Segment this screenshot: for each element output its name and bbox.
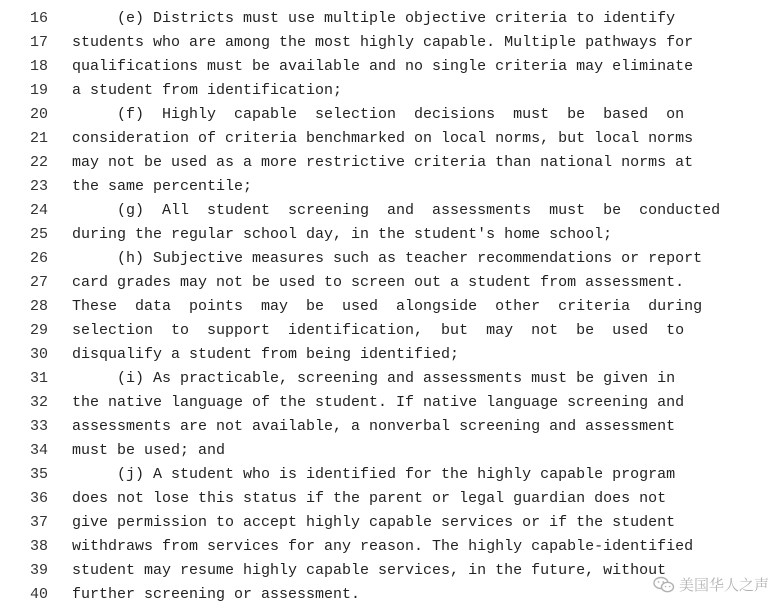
line-number: 16 bbox=[29, 10, 48, 27]
document-line bbox=[0, 175, 781, 199]
line-number: 38 bbox=[29, 538, 48, 555]
line-text: assessments are not available, a nonverbal screening and assessment bbox=[72, 418, 676, 435]
line-text: (g) All student screening and assessments must be conducted bbox=[72, 202, 721, 219]
line-number: 24 bbox=[29, 202, 48, 219]
line-number: 27 bbox=[29, 274, 48, 291]
document-line bbox=[0, 79, 781, 103]
line-number: 35 bbox=[29, 466, 48, 483]
line-number: 25 bbox=[29, 226, 48, 243]
document-line bbox=[0, 127, 781, 151]
line-number: 17 bbox=[29, 34, 48, 51]
line-number: 22 bbox=[29, 154, 48, 171]
line-number: 36 bbox=[29, 490, 48, 507]
line-text: withdraws from services for any reason. The highly capable-identified bbox=[72, 538, 694, 555]
document-line bbox=[0, 295, 781, 319]
line-text: selection to support identification, but may not be used to bbox=[72, 322, 685, 339]
document-line bbox=[0, 367, 781, 391]
document-line bbox=[0, 463, 781, 487]
line-number: 32 bbox=[29, 394, 48, 411]
line-number: 23 bbox=[29, 178, 48, 195]
line-text: qualifications must be available and no single criteria may eliminate bbox=[72, 58, 694, 75]
line-text: does not lose this status if the parent or legal guardian does not bbox=[72, 490, 667, 507]
line-number: 39 bbox=[29, 562, 48, 579]
document-line bbox=[0, 199, 781, 223]
line-text: further screening or assessment. bbox=[72, 586, 361, 603]
line-text: the same percentile; bbox=[72, 178, 253, 195]
document-line bbox=[0, 151, 781, 175]
document-line bbox=[0, 511, 781, 535]
line-number: 33 bbox=[29, 418, 48, 435]
line-text: (e) Districts must use multiple objective criteria to identify bbox=[72, 10, 676, 27]
line-number: 37 bbox=[29, 514, 48, 531]
document-line bbox=[0, 535, 781, 559]
line-text: disqualify a student from being identified; bbox=[72, 346, 460, 363]
line-number: 30 bbox=[29, 346, 48, 363]
line-number: 31 bbox=[29, 370, 48, 387]
document-line bbox=[0, 55, 781, 79]
line-text: (j) A student who is identified for the highly capable program bbox=[72, 466, 676, 483]
document-line bbox=[0, 7, 781, 31]
line-number: 19 bbox=[29, 82, 48, 99]
document-line bbox=[0, 103, 781, 127]
document-line bbox=[0, 343, 781, 367]
line-text: card grades may not be used to screen out a student from assessment. bbox=[72, 274, 685, 291]
line-text: may not be used as a more restrictive criteria than national norms at bbox=[72, 154, 694, 171]
line-text: (h) Subjective measures such as teacher recommendations or report bbox=[72, 250, 703, 267]
document-line bbox=[0, 319, 781, 343]
line-number: 18 bbox=[29, 58, 48, 75]
document-line bbox=[0, 439, 781, 463]
document-line bbox=[0, 31, 781, 55]
document-line bbox=[0, 271, 781, 295]
line-number: 28 bbox=[29, 298, 48, 315]
line-text: student may resume highly capable services, in the future, without bbox=[72, 562, 667, 579]
line-text: These data points may be used alongside other criteria during bbox=[72, 298, 703, 315]
document-line bbox=[0, 391, 781, 415]
line-text: must be used; and bbox=[72, 442, 226, 459]
line-text: a student from identification; bbox=[72, 82, 343, 99]
line-text: students who are among the most highly capable. Multiple pathways for bbox=[72, 34, 694, 51]
line-text: the native language of the student. If native language screening and bbox=[72, 394, 685, 411]
line-text: give permission to accept highly capable services or if the student bbox=[72, 514, 676, 531]
line-text: (f) Highly capable selection decisions must be based on bbox=[72, 106, 685, 123]
line-number: 34 bbox=[29, 442, 48, 459]
line-number: 26 bbox=[29, 250, 48, 267]
line-number: 40 bbox=[29, 586, 48, 603]
line-number: 20 bbox=[29, 106, 48, 123]
line-text: during the regular school day, in the student's home school; bbox=[72, 226, 613, 243]
line-number: 21 bbox=[29, 130, 48, 147]
document-line bbox=[0, 223, 781, 247]
document-line bbox=[0, 487, 781, 511]
document-line bbox=[0, 247, 781, 271]
document-line bbox=[0, 415, 781, 439]
wechat-icon bbox=[653, 576, 675, 594]
line-text: (i) As practicable, screening and assessments must be given in bbox=[72, 370, 676, 387]
watermark-text: 美国华人之声 bbox=[678, 576, 769, 594]
line-text: consideration of criteria benchmarked on local norms, but local norms bbox=[72, 130, 694, 147]
line-clipped-top bbox=[0, 0, 781, 7]
line-number: 29 bbox=[29, 322, 48, 339]
watermark bbox=[653, 574, 769, 595]
